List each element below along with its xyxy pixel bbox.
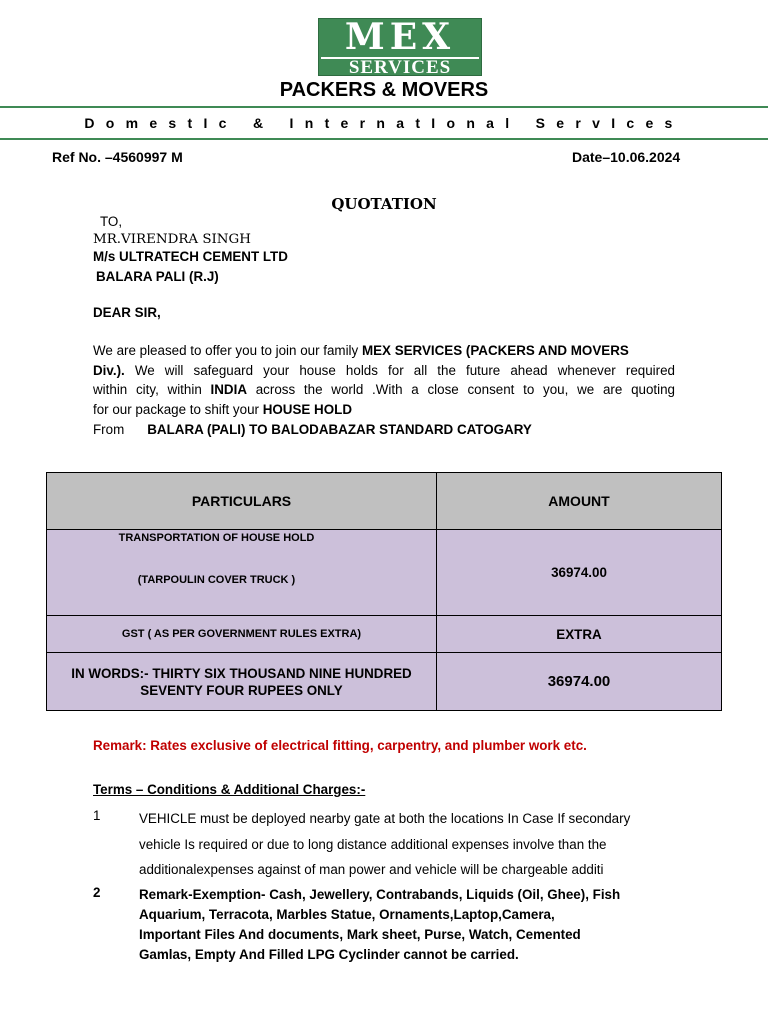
particular-line-1: TRANSPORTATION OF HOUSE HOLD bbox=[118, 532, 315, 544]
term-line: vehicle Is required or due to long distance additional expenses involve than the bbox=[139, 836, 607, 852]
header-rule-bottom bbox=[0, 138, 768, 140]
term-line: Gamlas, Empty And Filled LPG Cyclinder cannot be carried. bbox=[139, 947, 519, 962]
cell-amount-total: 36974.00 bbox=[437, 653, 722, 711]
term-item-1 bbox=[139, 806, 699, 883]
intro-line-3 bbox=[93, 380, 675, 400]
intro-country: INDIA bbox=[210, 382, 247, 398]
recipient-place: BALARA PALI (R.J) bbox=[96, 269, 219, 284]
company-logo bbox=[318, 18, 482, 76]
term-line: VEHICLE must be deployed nearby gate at both the locations In Case If secondary bbox=[139, 811, 631, 826]
recipient-name: MR.VIRENDRA SINGH bbox=[93, 232, 251, 247]
cell-particulars bbox=[47, 530, 437, 616]
term-number: 1 bbox=[93, 808, 101, 823]
table-row bbox=[47, 616, 722, 653]
intro-line-4 bbox=[93, 400, 675, 420]
term-line: additionalexpenses against of man power and vehicle will be chargeable additi bbox=[139, 862, 604, 877]
quotation-table bbox=[46, 472, 722, 711]
terms-heading: Terms – Conditions & Additional Charges:- bbox=[93, 782, 366, 797]
intro-text: We will safeguard your house holds for all the future ahead whenever required bbox=[124, 362, 675, 378]
intro-text: We are pleased to offer you to join our family bbox=[93, 343, 362, 358]
intro-text: across the world .With a close consent to you, we are quoting bbox=[246, 382, 675, 398]
term-number: 2 bbox=[93, 885, 101, 900]
cell-particulars bbox=[47, 653, 437, 711]
table-header-row bbox=[47, 473, 722, 530]
cell-amount: 36974.00 bbox=[437, 530, 722, 616]
remark-note: Remark: Rates exclusive of electrical fitting, carpentry, and plumber work etc. bbox=[93, 738, 587, 753]
document-title: QUOTATION bbox=[331, 195, 437, 213]
intro-company: MEX SERVICES (PACKERS AND MOVERS bbox=[361, 343, 629, 358]
reference-number: Ref No. –4560997 M bbox=[52, 149, 183, 165]
route-label: From bbox=[93, 421, 125, 437]
intro-text: within city, within bbox=[93, 382, 211, 398]
tagline: DomestIc & InternatIonal ServIces bbox=[84, 115, 684, 131]
intro-line-2 bbox=[93, 361, 675, 381]
particular-line-2: (TARPOULIN COVER TRUCK ) bbox=[137, 574, 296, 586]
cell-amount: EXTRA bbox=[437, 616, 722, 653]
document-date: Date–10.06.2024 bbox=[572, 149, 681, 165]
term-line: Important Files And documents, Mark sheet, Purse, Watch, Cemented bbox=[139, 927, 581, 942]
term-line: Aquarium, Terracota, Marbles Statue, Ornaments,Laptop,Camera, bbox=[139, 907, 555, 922]
header-rule-top bbox=[0, 106, 768, 108]
company-name: PACKERS & MOVERS bbox=[279, 79, 489, 101]
term-item-2 bbox=[139, 885, 699, 965]
logo-text-mex: MEX bbox=[344, 16, 456, 58]
amount-in-words-line-2: SEVENTY FOUR RUPEES ONLY bbox=[140, 682, 343, 698]
table-row bbox=[47, 530, 722, 616]
route-line bbox=[93, 420, 675, 440]
intro-division: Div.). bbox=[93, 362, 125, 378]
route-value: BALARA (PALI) TO BALODABAZAR STANDARD CATOGARY bbox=[147, 421, 532, 437]
intro-paragraph bbox=[93, 341, 675, 440]
salutation: DEAR SIR, bbox=[93, 305, 161, 320]
address-to: TO, bbox=[100, 214, 123, 229]
header-particulars: PARTICULARS bbox=[47, 473, 437, 530]
term-line: Remark-Exemption- Cash, Jewellery, Contrabands, Liquids (Oil, Ghee), Fish bbox=[139, 887, 621, 902]
cell-particulars: GST ( AS PER GOVERNMENT RULES EXTRA) bbox=[47, 616, 437, 653]
intro-household: HOUSE HOLD bbox=[262, 402, 352, 418]
header-amount: AMOUNT bbox=[437, 473, 722, 530]
logo-text-services: SERVICES bbox=[321, 57, 479, 77]
recipient-company: M/s ULTRATECH CEMENT LTD bbox=[93, 249, 288, 264]
intro-text: for our package to shift your bbox=[93, 402, 263, 418]
table-row bbox=[47, 653, 722, 711]
intro-line-1 bbox=[93, 341, 675, 361]
amount-in-words-line-1: IN WORDS:- THIRTY SIX THOUSAND NINE HUNDRED bbox=[71, 665, 412, 681]
